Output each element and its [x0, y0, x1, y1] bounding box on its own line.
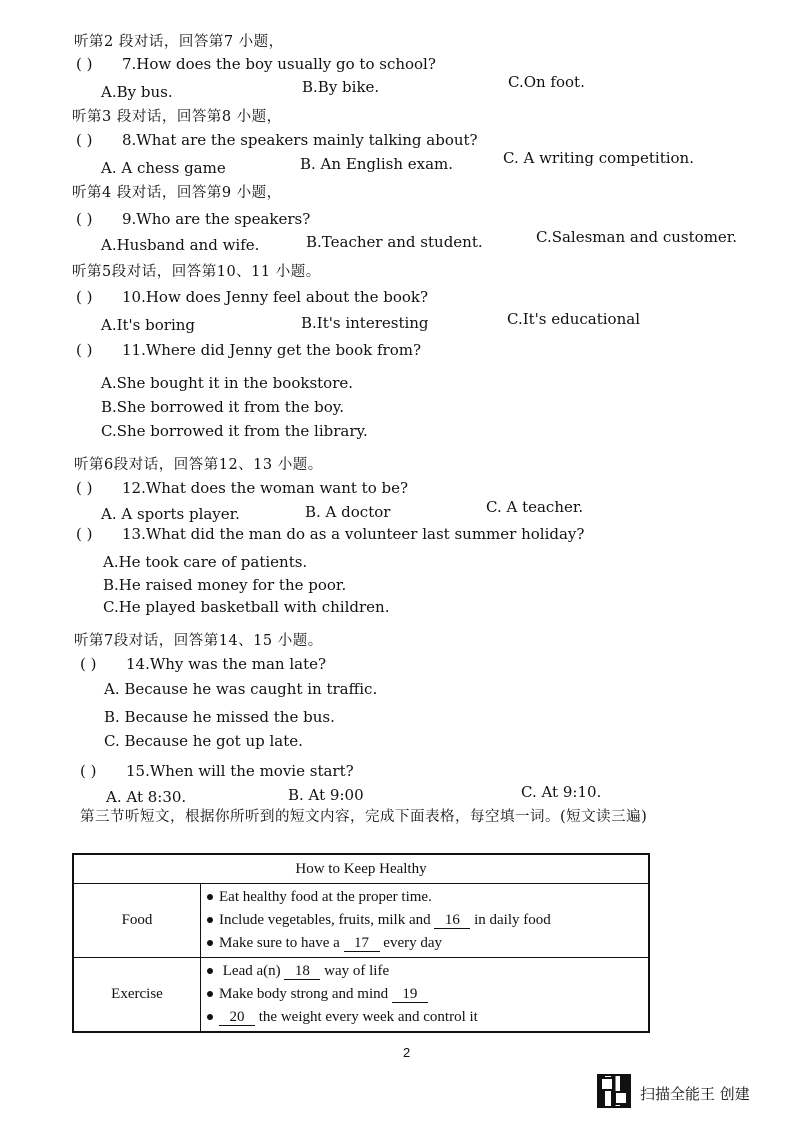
exercise-item-2: Make body strong and mind 19: [207, 983, 648, 1006]
question-text: 15.When will the movie start?: [126, 762, 354, 780]
section-heading-3: 听第3 段对话，回答第8 小题，: [72, 109, 282, 125]
q10-option-b: B.It's interesting: [301, 314, 429, 332]
exercise-items: [201, 958, 650, 1033]
question-text: 9.Who are the speakers?: [122, 210, 311, 228]
section-heading-4: 听第4 段对话，回答第9 小题，: [72, 185, 282, 201]
part3-instructions: 第三节听短文，根据你所听到的短文内容，完成下面表格，每空填一词。(短文读三遍): [80, 809, 648, 825]
food-item-3: Make sure to have a 17 every day: [207, 932, 648, 955]
scanner-watermark: 扫描全能王 创建: [640, 1085, 750, 1103]
q8-option-a: A. A chess game: [101, 159, 226, 177]
question-text: 12.What does the woman want to be?: [122, 479, 409, 497]
q15-option-a: A. At 8:30.: [106, 788, 187, 806]
question-text: 7.How does the boy usually go to school?: [122, 55, 436, 73]
q14-option-c: C. Because he got up late.: [104, 732, 303, 750]
question-12: [76, 479, 408, 497]
answer-paren[interactable]: ( ): [76, 210, 93, 228]
blank-20[interactable]: 20: [219, 1009, 255, 1026]
question-9: [76, 210, 310, 228]
section-heading-7: 听第7段对话，回答第14、15 小题。: [74, 633, 323, 649]
row-label-food: Food: [73, 884, 201, 958]
question-text: 11.Where did Jenny get the book from?: [122, 341, 421, 359]
blank-18[interactable]: 18: [284, 963, 320, 980]
q13-option-b: B.He raised money for the poor.: [103, 576, 347, 594]
q8-option-b: B. An English exam.: [300, 155, 454, 173]
question-text: 8.What are the speakers mainly talking about?: [122, 131, 478, 149]
blank-16[interactable]: 16: [434, 912, 470, 929]
question-10: [76, 288, 428, 306]
q8-option-c: C. A writing competition.: [503, 149, 694, 167]
blank-19[interactable]: 19: [392, 986, 428, 1003]
q11-option-a: A.She bought it in the bookstore.: [101, 374, 354, 392]
q13-option-a: A.He took care of patients.: [103, 553, 308, 571]
question-text: 13.What did the man do as a volunteer last summer holiday?: [122, 525, 585, 543]
question-text: 14.Why was the man late?: [126, 655, 327, 673]
bullet-icon: [207, 940, 213, 946]
question-15: [80, 762, 354, 780]
row-label-exercise: Exercise: [73, 958, 201, 1033]
question-7: [76, 55, 436, 73]
q9-option-b: B.Teacher and student.: [306, 233, 483, 251]
answer-paren[interactable]: ( ): [76, 479, 93, 497]
section-heading-2: 听第2 段对话，回答第7 小题，: [74, 34, 284, 50]
q15-option-c: C. At 9:10.: [521, 783, 602, 801]
question-14: [80, 655, 326, 673]
bullet-icon: [207, 968, 213, 974]
page-number: 2: [403, 1045, 411, 1060]
exercise-item-1: Lead a(n) 18 way of life: [207, 960, 648, 983]
q10-option-a: A.It's boring: [101, 316, 196, 334]
answer-paren[interactable]: ( ): [80, 655, 97, 673]
question-13: [76, 525, 584, 543]
blank-17[interactable]: 17: [344, 935, 380, 952]
answer-paren[interactable]: ( ): [76, 525, 93, 543]
section-heading-5: 听第5段对话，回答第10、11 小题。: [72, 264, 321, 280]
food-items: [201, 884, 650, 958]
q14-option-b: B. Because he missed the bus.: [104, 708, 335, 726]
question-8: [76, 131, 478, 149]
q7-option-c: C.On foot.: [508, 73, 585, 91]
q12-option-b: B. A doctor: [305, 503, 391, 521]
bullet-icon: [207, 917, 213, 923]
bullet-icon: [207, 1014, 213, 1020]
q7-option-b: B.By bike.: [302, 78, 380, 96]
q12-option-a: A. A sports player.: [101, 505, 240, 523]
q12-option-c: C. A teacher.: [486, 498, 584, 516]
healthy-table: [72, 853, 650, 1033]
answer-paren[interactable]: ( ): [76, 131, 93, 149]
table-title: How to Keep Healthy: [73, 854, 649, 884]
q13-option-c: C.He played basketball with children.: [103, 598, 390, 616]
bullet-icon: [207, 894, 213, 900]
q11-option-b: B.She borrowed it from the boy.: [101, 398, 345, 416]
answer-paren[interactable]: ( ): [80, 762, 97, 780]
qr-code-icon: [597, 1074, 631, 1108]
food-item-2: Include vegetables, fruits, milk and 16 in daily food: [207, 909, 648, 932]
q7-option-a: A.By bus.: [101, 83, 173, 101]
q11-option-c: C.She borrowed it from the library.: [101, 422, 368, 440]
q10-option-c: C.It's educational: [507, 310, 640, 328]
question-text: 10.How does Jenny feel about the book?: [122, 288, 429, 306]
section-heading-6: 听第6段对话，回答第12、13 小题。: [74, 457, 323, 473]
q15-option-b: B. At 9:00: [288, 786, 364, 804]
answer-paren[interactable]: ( ): [76, 341, 93, 359]
q9-option-c: C.Salesman and customer.: [536, 228, 738, 246]
q9-option-a: A.Husband and wife.: [101, 236, 260, 254]
answer-paren[interactable]: ( ): [76, 55, 93, 73]
food-item-1: Eat healthy food at the proper time.: [207, 886, 648, 909]
answer-paren[interactable]: ( ): [76, 288, 93, 306]
q14-option-a: A. Because he was caught in traffic.: [104, 680, 378, 698]
exercise-item-3: 20 the weight every week and control it: [207, 1006, 648, 1029]
bullet-icon: [207, 991, 213, 997]
question-11: [76, 341, 421, 359]
